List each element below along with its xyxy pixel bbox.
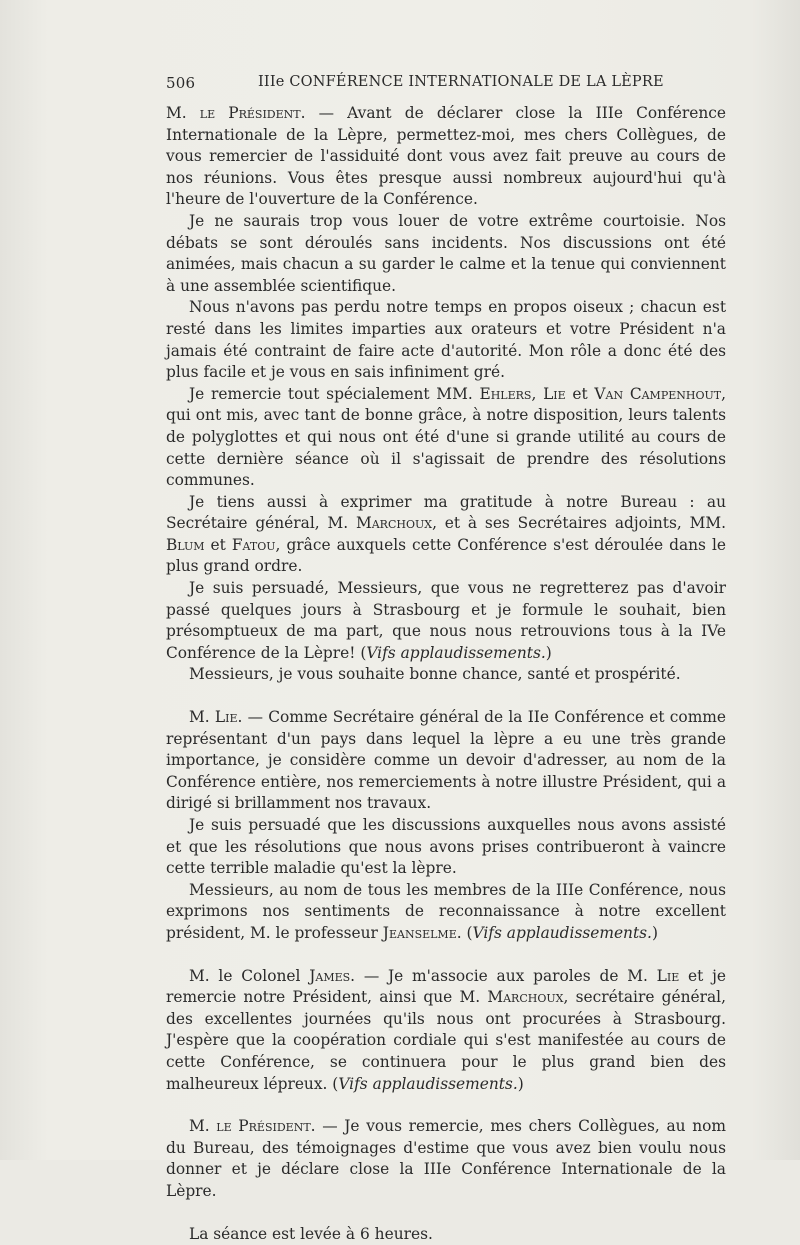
paragraph xyxy=(166,492,726,578)
person-name: Fatou xyxy=(232,536,276,554)
paragraph-text: ) xyxy=(652,924,658,942)
paragraph-text: Je ne saurais trop vous louer de votre extrême courtoisie. Nos débats se sont déroulés sans incidents. Nos discussions ont été animées, mais chacun a su garder le calme et la tenue qui conviennent à une assemblée scientifique. xyxy=(166,212,726,295)
speaker-name: James xyxy=(309,967,350,985)
person-name: Lie xyxy=(657,967,680,985)
paragraph xyxy=(166,664,726,686)
person-name: Lie xyxy=(543,385,566,403)
paragraph-text: — Comme Secrétaire général de la IIe Conférence et comme représentant d'un pays dans lequel la lèpre a eu une très grande importance, je considère comme un devoir d'adresser, au nom de la Conférence entière, nos remerciements à notre illustre Président, qui a dirigé si brillamment nos travaux. xyxy=(166,708,726,812)
paragraph-text: Nous n'avons pas perdu notre temps en propos oiseux ; chacun est resté dans les limites imparties aux orateurs et votre Président n'a jamais été contraint de faire acte d'autorité. Mon rôle a donc été des plus facile et je vous en sais infiniment gré. xyxy=(166,298,726,381)
paragraph-text: Je remercie tout spécialement MM. xyxy=(189,385,479,403)
speaker-name: M. le Président. xyxy=(189,1117,316,1135)
paragraph xyxy=(166,880,726,945)
body-text xyxy=(166,103,726,1245)
paragraph-text: — Avant de déclarer close la IIIe Conférence Internationale de la Lèpre, permettez-moi, mes chers Collègues, de vous remercier de l'assiduité dont vous avez fait preuve au cours de nos réunions. Vous êtes presque aussi nombreux aujourd'hui qu'à l'heure de l'ouverture de la Conférence. xyxy=(166,104,726,208)
applause-note: Vifs applaudissements. xyxy=(473,924,652,942)
paragraph-text: . ( xyxy=(457,924,473,942)
paragraph-text: La séance est levée à 6 heures. xyxy=(189,1225,433,1243)
paragraph xyxy=(166,384,726,492)
paragraph xyxy=(166,297,726,383)
person-name: Jeanselme xyxy=(383,924,457,942)
paragraph-text: Je suis persuadé que les discussions auxquelles nous avons assisté et que les résolutions que nous avons prises contribueront à vaincre cette terrible maladie qu'est la lèpre. xyxy=(166,816,726,877)
paragraph xyxy=(166,578,726,664)
paragraph-lie xyxy=(166,707,726,815)
person-name: Ehlers xyxy=(479,385,531,403)
paragraph-text: , et à ses Secrétaires adjoints, MM. xyxy=(432,514,726,532)
paragraph-text: Messieurs, au nom de tous les membres de la IIIe Conférence, nous exprimons nos sentiments de reconnaissance à notre excellent président, M. le professeur xyxy=(166,881,726,942)
applause-note: Vifs applaudissements. xyxy=(366,644,545,662)
paragraph-text: Je suis persuadé, Messieurs, que vous ne regretterez pas d'avoir passé quelques jours à Strasbourg et je formule le souhait, bien présomptueux de ma part, que nous nous retrouvions tous à la IVe Conférence de la Lèpre! ( xyxy=(166,579,726,662)
speaker-name: M. le Président. xyxy=(166,104,306,122)
paragraph-adjournment xyxy=(166,1224,726,1245)
speaker-name: M. Lie. xyxy=(189,708,242,726)
paragraph-text: , xyxy=(531,385,543,403)
paragraph-text: , qui ont mis, avec tant de bonne grâce, à notre disposition, leurs talents de polyglottes et qui nous ont été d'une si grande utilité au cours de cette dernière séance où il s'agissait de prendre des résolutions communes. xyxy=(166,385,726,489)
paragraph-text: Messieurs, je vous souhaite bonne chance, santé et prospérité. xyxy=(189,665,681,683)
paragraph-text: . — Je m'associe aux paroles de M. xyxy=(350,967,657,985)
paragraph-text: , secrétaire général, des excellentes journées qu'ils nous ont procurées à Strasbourg. J'espère que la coopération cordiale qui s'est manifestée au cours de cette Conférence, se continuera pour le plus grand bien des malheureux lépreux. ( xyxy=(166,988,726,1092)
paragraph xyxy=(166,815,726,880)
person-name: Marchoux xyxy=(356,514,432,532)
paragraph-text: ) xyxy=(518,1075,524,1093)
paragraph-text: Je tiens aussi à exprimer ma gratitude à notre Bureau : au Secrétaire général, M. xyxy=(166,493,726,533)
page-number: 506 xyxy=(166,74,195,92)
person-name: Marchoux xyxy=(487,988,563,1006)
person-name: Van Campenhout xyxy=(594,385,721,403)
paragraph-text: ) xyxy=(546,644,552,662)
paragraph xyxy=(166,211,726,297)
paragraph-text: — Je vous remercie, mes chers Collègues, au nom du Bureau, des témoignages d'estime que vous avez bien voulu nous donner et je déclare close la IIIe Conférence Internationale de la Lèpre. xyxy=(166,1117,726,1200)
paragraph-james xyxy=(166,966,726,1096)
paragraph-text: et je remercie notre Président, ainsi que M. xyxy=(166,967,726,1007)
paragraph-text: , grâce auxquels cette Conférence s'est déroulée dans le plus grand ordre. xyxy=(166,536,726,576)
applause-note: Vifs applaudissements. xyxy=(338,1075,517,1093)
paragraph-text: et xyxy=(566,385,595,403)
paragraph-president-opening xyxy=(166,103,726,211)
speaker-title: M. le Colonel xyxy=(189,967,309,985)
person-name: Blum xyxy=(166,536,205,554)
running-title: IIIe CONFÉRENCE INTERNATIONALE DE LA LÈPRE xyxy=(258,74,664,90)
paragraph-president-closing xyxy=(166,1116,726,1202)
paragraph-text: et xyxy=(205,536,232,554)
